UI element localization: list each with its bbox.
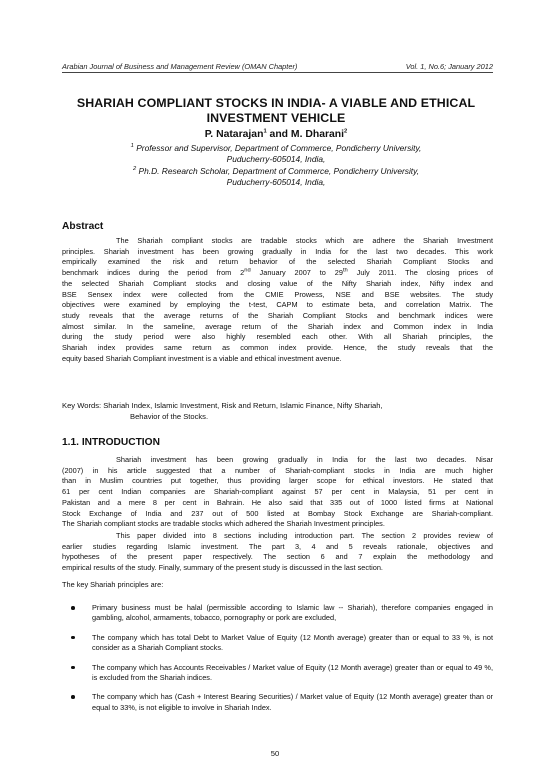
principles-list: [62, 603, 493, 722]
bullet-text: The company which has (Cash + Interest Bearing Securities) / Market value of Equity (12 Month average) greater than or equal to 33%, is not eligible to involve in Shariah Index.: [92, 692, 493, 712]
affiliation-1-sup: 1: [130, 143, 134, 150]
intro-line: empirical results of the study. Finally, summary of the present study is discussed in the last section.: [62, 563, 383, 573]
intro-line: This paper divided into 8 sections including introduction part. The section 2 provides review of: [116, 531, 493, 540]
author-2: M. Dharani: [290, 129, 345, 140]
affiliation-1: [60, 143, 492, 166]
intro-line: Pakistan and a mere 8 per cent in Bahrain. He also said that 335 out of 1000 listed firms at National: [62, 497, 493, 507]
list-item: [62, 633, 493, 654]
intro-line: 61 per cent Indian companies are Shariah-compliant against 57 per cent in Malaysia, 51 per cent in: [62, 487, 493, 497]
list-item: [62, 603, 493, 624]
bullet-icon: [71, 636, 75, 640]
author-1-sup: 1: [263, 128, 267, 135]
intro-line: hypotheses of the present paper respectively. The section 6 and 7 explain the methodology and: [62, 552, 493, 562]
bullet-icon: [71, 606, 75, 610]
intro-line: Shariah investment has been growing gradually in India for the last two decades. Nisar: [116, 455, 493, 464]
list-item: [62, 692, 493, 713]
bullet-text: The company which has total Debt to Market Value of Equity (12 Month average) greater than or equal to 33 %, is not consider as a Shariah Compliant stocks.: [92, 632, 493, 653]
title-line-1: SHARIAH COMPLIANT STOCKS IN INDIA- A VIABLE AND ETHICAL: [76, 96, 476, 110]
page-number: 50: [270, 749, 280, 758]
bullet-text: The company which has Accounts Receivables / Market value of Equity (12 Month average) greater than or equal to 49 %, is excluded from the Shariah indices.: [92, 662, 493, 683]
date-sup-2: th: [342, 268, 348, 274]
author-1: P. Natarajan: [204, 129, 264, 140]
abstract-line: Shariah index provides same return as common index provide. Hence, the study reveals that the: [62, 343, 493, 353]
journal-name: Arabian Journal of Business and Management Review (OMAN Chapter): [62, 62, 298, 71]
affiliation-1-line-1: Professor and Supervisor, Department of Commerce, Pondicherry University,: [136, 143, 422, 153]
abstract-line: the selected Shariah Compliant stocks and closing value of the Nifty Shariah index, Nifty index and: [62, 278, 493, 288]
abstract-line: study reveals that the average returns of the Shariah Compliant Stocks and benchmark indices were: [62, 310, 493, 320]
intro-line: Stock Exchange of India and 237 out of 500 listed at Bombay Stock Exchange are Shariah-compliant.: [62, 508, 493, 518]
introduction-heading: 1.1. INTRODUCTION: [62, 437, 160, 448]
title-line-2: INVESTMENT VEHICLE: [206, 111, 346, 125]
abstract-line: principles. Shariah investment has been growing gradually in India for the last two decades. This work: [62, 246, 493, 256]
author-2-sup: 2: [344, 128, 348, 135]
author-list: [60, 129, 492, 140]
list-item: [62, 663, 493, 684]
abstract-line: objectives were examined by employing the t-test, CAPM to estimate beta, and correlation Matrix. The: [62, 300, 493, 310]
abstract-line-dates-mid: January 2007 to 29: [250, 268, 343, 278]
volume-issue: Vol. 1, No.6; January 2012: [405, 62, 493, 71]
affiliation-2-line-2: Puducherry-605014, India,: [226, 177, 326, 188]
intro-line: than in Muslim countries put together, thus providing larger scope for ethical investors. He stated that: [62, 476, 493, 486]
paper-title: [60, 96, 492, 126]
abstract-line: BSE Sensex index were collected from the CMIE Prowess, NSE and BSE websites. The study: [62, 289, 493, 299]
abstract-line-dates-start: benchmark indices during the period from 2: [62, 268, 245, 278]
principles-intro-line: The key Shariah principles are:: [62, 580, 164, 589]
principles-intro: [62, 558, 493, 591]
affiliation-2: [60, 166, 492, 189]
bullet-icon: [71, 666, 75, 670]
abstract-line: during the study period were also highly resembled each other. With all Shariah principles, the: [62, 332, 493, 342]
keywords-line-2: Behavior of the Stocks.: [130, 412, 209, 421]
keywords: [62, 400, 493, 422]
abstract-line: empirically examined the risk and return behavior of the selected Shariah Compliant Stocks and: [62, 257, 493, 267]
abstract-line-dates-end: July 2011. The closing prices of: [347, 268, 493, 278]
affiliation-1-line-2: Puducherry-605014, India,: [226, 154, 326, 165]
bullet-icon: [71, 695, 75, 699]
bullet-text: Primary business must be halal (permissible according to Islamic law -- Shariah), therefore companies engaged in gambling, alcohol, armaments, tobacco, pornography or pork are excluded,: [92, 603, 493, 623]
abstract-line-dates: [62, 268, 493, 279]
keywords-line-1: Key Words: Shariah Index, Islamic Investment, Risk and Return, Islamic Finance, Nifty Shariah,: [62, 401, 383, 410]
intro-line: earlier studies regarding Islamic investment. The part 3, 4 and 5 reveals rationale, objectives and: [62, 541, 493, 551]
affiliation-2-sup: 2: [132, 166, 137, 173]
abstract-body: [62, 236, 493, 364]
author-and: and: [266, 129, 291, 140]
abstract-heading: Abstract: [62, 221, 104, 232]
intro-line: (2007) in his article suggested that a number of Shariah-compliant stocks in India are much higher: [62, 465, 493, 475]
abstract-line: almost similar. In the sameline, average return of the Shariah index and Common index in India: [62, 321, 493, 331]
affiliation-2-line-1: Ph.D. Research Scholar, Department of Commerce, Pondicherry University,: [138, 166, 420, 176]
abstract-line: equity based Shariah Compliant investment is a viable and ethical investment avenue.: [62, 353, 342, 363]
abstract-line: The Shariah compliant stocks are tradable stocks which are adhere the Shariah Investment: [116, 236, 493, 245]
introduction-paragraph-1: [62, 455, 493, 530]
intro-line: The Shariah compliant stocks are tradable stocks which adhered the Shariah Investment principles.: [62, 519, 385, 529]
running-header: [62, 62, 493, 73]
date-sup-1: nd: [244, 268, 251, 274]
